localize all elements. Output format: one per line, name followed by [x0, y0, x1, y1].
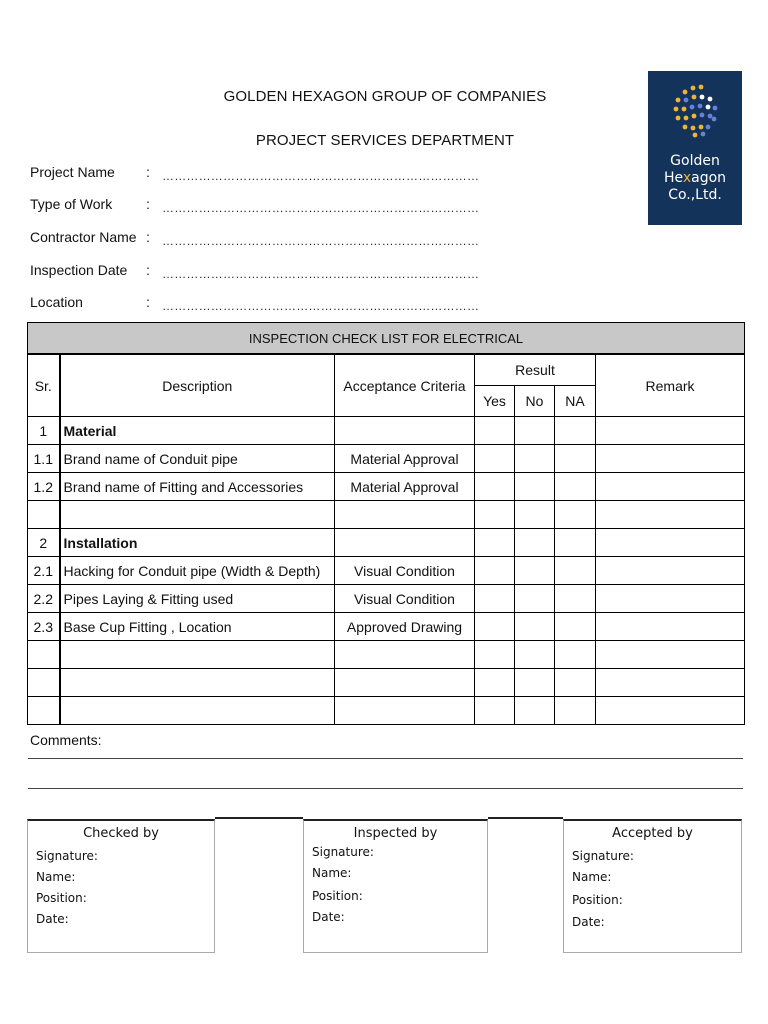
logo-line-2a: He [663, 170, 683, 186]
remark-cell[interactable] [596, 501, 745, 529]
field-colon: : [146, 229, 150, 245]
yes-cell[interactable] [475, 697, 515, 725]
row-description: Material [60, 417, 335, 445]
row-criteria: Material Approval [335, 473, 475, 501]
row-sr: 2.2 [28, 585, 60, 613]
na-cell[interactable] [555, 641, 596, 669]
table-row [28, 585, 745, 613]
na-cell[interactable] [555, 557, 596, 585]
location-field[interactable]: …………………………………………………………………… [162, 299, 480, 313]
row-description [60, 697, 335, 725]
row-sr [28, 669, 60, 697]
row-criteria: Material Approval [335, 445, 475, 473]
field-colon: : [146, 262, 150, 278]
row-sr: 1 [28, 417, 60, 445]
row-criteria: Visual Condition [335, 557, 475, 585]
accepted-by-box [563, 819, 742, 953]
no-cell[interactable] [515, 613, 555, 641]
checked-by-title: Checked by [83, 826, 159, 841]
table-row [28, 641, 745, 669]
row-sr: 2.1 [28, 557, 60, 585]
date-label: Date: [36, 912, 69, 926]
remark-cell[interactable] [596, 585, 745, 613]
remark-cell[interactable] [596, 473, 745, 501]
yes-cell[interactable] [475, 585, 515, 613]
comments-label: Comments: [30, 732, 102, 748]
no-header: No [515, 386, 555, 417]
logo-wordmark [648, 153, 742, 204]
table-row [28, 669, 745, 697]
accepted-by-title: Accepted by [612, 826, 693, 841]
row-sr: 2.3 [28, 613, 60, 641]
criteria-header: Acceptance Criteria [335, 354, 475, 417]
row-description [60, 669, 335, 697]
comment-line-1[interactable] [28, 758, 743, 759]
yes-cell[interactable] [475, 473, 515, 501]
logo-line-2c: agon [691, 170, 727, 186]
remark-cell[interactable] [596, 613, 745, 641]
no-cell[interactable] [515, 585, 555, 613]
logo-line-3: Co.,Ltd. [668, 187, 722, 203]
header-row [28, 354, 745, 386]
na-cell[interactable] [555, 473, 596, 501]
yes-cell[interactable] [475, 417, 515, 445]
na-header: NA [555, 386, 596, 417]
company-logo [648, 71, 742, 225]
table-row [28, 501, 745, 529]
no-cell[interactable] [515, 557, 555, 585]
table-row [28, 473, 745, 501]
type-of-work-field[interactable]: …………………………………………………………………… [162, 201, 480, 215]
signature-label: Signature: [312, 845, 374, 859]
yes-cell[interactable] [475, 501, 515, 529]
inspection-checklist-table [27, 322, 745, 725]
na-cell[interactable] [555, 529, 596, 557]
inspection-date-label: Inspection Date [30, 262, 128, 278]
remark-cell[interactable] [596, 557, 745, 585]
row-description [60, 641, 335, 669]
result-header: Result [475, 354, 596, 386]
na-cell[interactable] [555, 585, 596, 613]
contractor-name-field[interactable]: …………………………………………………………………… [162, 234, 480, 248]
checked-by-box [27, 819, 215, 953]
name-label: Name: [312, 866, 352, 880]
field-colon: : [146, 164, 150, 180]
na-cell[interactable] [555, 501, 596, 529]
company-title: GOLDEN HEXAGON GROUP OF COMPANIES [223, 88, 547, 105]
na-cell[interactable] [555, 445, 596, 473]
row-criteria [335, 641, 475, 669]
position-label: Position: [36, 891, 87, 905]
signature-label: Signature: [572, 849, 634, 863]
checklist-title-row [28, 323, 745, 355]
type-of-work-label: Type of Work [30, 196, 113, 212]
project-name-field[interactable]: …………………………………………………………………… [162, 169, 480, 183]
na-cell[interactable] [555, 417, 596, 445]
no-cell[interactable] [515, 501, 555, 529]
table-row [28, 445, 745, 473]
table-row [28, 557, 745, 585]
position-label: Position: [572, 893, 623, 907]
no-cell[interactable] [515, 641, 555, 669]
yes-cell[interactable] [475, 669, 515, 697]
row-criteria: Approved Drawing [335, 613, 475, 641]
na-cell[interactable] [555, 669, 596, 697]
signoff-divider [215, 817, 303, 819]
sr-header: Sr. [28, 354, 60, 417]
remark-cell[interactable] [596, 641, 745, 669]
remark-header: Remark [596, 354, 745, 417]
inspected-by-title: Inspected by [353, 826, 438, 841]
logo-line-2 [648, 170, 742, 187]
row-sr [28, 697, 60, 725]
row-description: Hacking for Conduit pipe (Width & Depth) [60, 557, 335, 585]
department-title: PROJECT SERVICES DEPARTMENT [255, 132, 515, 149]
inspected-by-box [303, 819, 488, 953]
remark-cell[interactable] [596, 529, 745, 557]
row-criteria [335, 501, 475, 529]
remark-cell[interactable] [596, 417, 745, 445]
row-criteria: Visual Condition [335, 585, 475, 613]
hexagon-dots-icon [648, 71, 742, 151]
row-sr: 2 [28, 529, 60, 557]
row-description: Base Cup Fitting , Location [60, 613, 335, 641]
field-colon: : [146, 196, 150, 212]
no-cell[interactable] [515, 445, 555, 473]
yes-cell[interactable] [475, 557, 515, 585]
name-label: Name: [36, 870, 76, 884]
no-cell[interactable] [515, 417, 555, 445]
row-sr: 1.1 [28, 445, 60, 473]
logo-line-1: Golden [670, 153, 720, 169]
yes-header: Yes [475, 386, 515, 417]
field-colon: : [146, 294, 150, 310]
yes-cell[interactable] [475, 641, 515, 669]
remark-cell[interactable] [596, 669, 745, 697]
checklist-title: INSPECTION CHECK LIST FOR ELECTRICAL [28, 323, 745, 355]
row-description: Brand name of Conduit pipe [60, 445, 335, 473]
yes-cell[interactable] [475, 613, 515, 641]
project-name-label: Project Name [30, 164, 115, 180]
signature-label: Signature: [36, 849, 98, 863]
row-description: Brand name of Fitting and Accessories [60, 473, 335, 501]
position-label: Position: [312, 889, 363, 903]
date-label: Date: [572, 915, 605, 929]
remark-cell[interactable] [596, 697, 745, 725]
row-criteria [335, 417, 475, 445]
table-row [28, 529, 745, 557]
row-criteria [335, 697, 475, 725]
row-criteria [335, 669, 475, 697]
yes-cell[interactable] [475, 529, 515, 557]
no-cell[interactable] [515, 669, 555, 697]
logo-line-2b: x [682, 170, 692, 186]
table-row [28, 417, 745, 445]
signoff-divider [488, 817, 563, 819]
na-cell[interactable] [555, 613, 596, 641]
inspection-date-field[interactable]: …………………………………………………………………… [162, 267, 480, 281]
description-header: Description [60, 354, 335, 417]
remark-cell[interactable] [596, 445, 745, 473]
row-description: Pipes Laying & Fitting used [60, 585, 335, 613]
no-cell[interactable] [515, 473, 555, 501]
location-label: Location [30, 294, 83, 310]
name-label: Name: [572, 870, 612, 884]
row-criteria [335, 529, 475, 557]
row-sr [28, 641, 60, 669]
yes-cell[interactable] [475, 445, 515, 473]
date-label: Date: [312, 910, 345, 924]
na-cell[interactable] [555, 697, 596, 725]
row-description: Installation [60, 529, 335, 557]
contractor-name-label: Contractor Name [30, 229, 137, 245]
comment-line-2[interactable] [28, 788, 743, 789]
row-sr: 1.2 [28, 473, 60, 501]
table-row [28, 697, 745, 725]
row-sr [28, 501, 60, 529]
table-row [28, 613, 745, 641]
row-description [60, 501, 335, 529]
no-cell[interactable] [515, 697, 555, 725]
no-cell[interactable] [515, 529, 555, 557]
